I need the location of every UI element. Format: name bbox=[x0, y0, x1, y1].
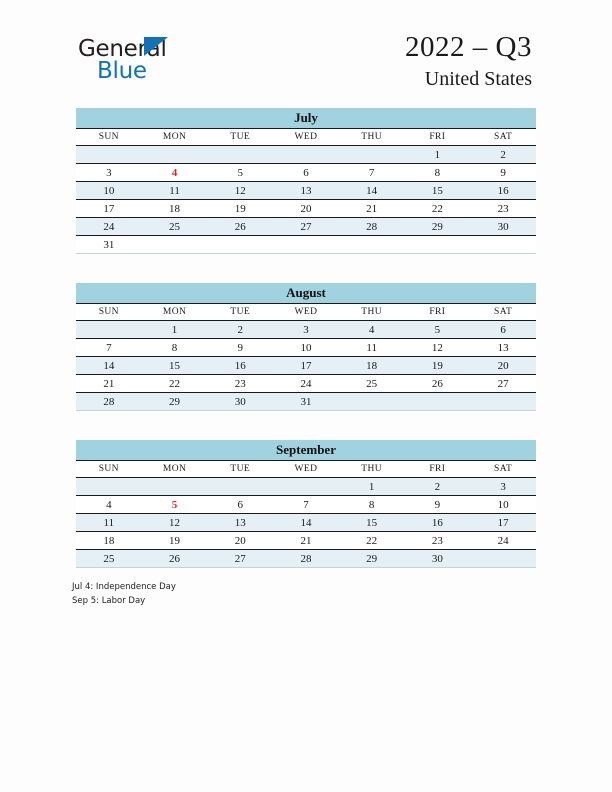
day-cell[interactable]: 12 bbox=[405, 339, 471, 357]
day-cell[interactable]: 6 bbox=[207, 496, 273, 514]
day-cell[interactable]: 7 bbox=[76, 339, 142, 357]
day-cell[interactable]: 19 bbox=[207, 200, 273, 218]
week-row bbox=[76, 321, 536, 339]
day-cell[interactable]: 13 bbox=[273, 182, 339, 200]
weekday-header-row bbox=[76, 129, 536, 146]
weekday-header-sat: SAT bbox=[470, 304, 536, 321]
day-cell[interactable]: 5 bbox=[405, 321, 471, 339]
day-cell[interactable]: 21 bbox=[76, 375, 142, 393]
day-cell[interactable]: 9 bbox=[207, 339, 273, 357]
weekday-header-row bbox=[76, 461, 536, 478]
day-cell[interactable]: 20 bbox=[207, 532, 273, 550]
weekday-header-sun: SUN bbox=[76, 304, 142, 321]
day-cell[interactable]: 29 bbox=[142, 393, 208, 411]
week-row bbox=[76, 182, 536, 200]
weekday-header-thu: THU bbox=[339, 304, 405, 321]
logo-wordmark-blue: Blue bbox=[97, 58, 147, 84]
day-cell[interactable]: 27 bbox=[273, 218, 339, 236]
day-cell[interactable]: 30 bbox=[207, 393, 273, 411]
day-cell[interactable]: 16 bbox=[470, 182, 536, 200]
week-row bbox=[76, 550, 536, 568]
empty-day-cell bbox=[339, 236, 405, 254]
day-cell[interactable]: 18 bbox=[339, 357, 405, 375]
logo-wordmark-general: General bbox=[78, 36, 167, 62]
general-blue-logo[interactable] bbox=[78, 36, 278, 82]
empty-day-cell bbox=[142, 236, 208, 254]
day-cell[interactable]: 25 bbox=[76, 550, 142, 568]
week-row bbox=[76, 393, 536, 411]
page-header bbox=[0, 0, 612, 100]
month-block bbox=[76, 440, 536, 568]
week-row bbox=[76, 200, 536, 218]
day-cell[interactable]: 6 bbox=[470, 321, 536, 339]
day-cell[interactable]: 15 bbox=[142, 357, 208, 375]
week-row bbox=[76, 514, 536, 532]
empty-day-cell bbox=[207, 146, 273, 164]
weekday-header-sat: SAT bbox=[470, 461, 536, 478]
day-cell[interactable]: 26 bbox=[405, 375, 471, 393]
week-row bbox=[76, 164, 536, 182]
week-row bbox=[76, 236, 536, 254]
weekday-header-mon: MON bbox=[142, 129, 208, 146]
day-cell[interactable]: 30 bbox=[405, 550, 471, 568]
day-cell[interactable]: 2 bbox=[207, 321, 273, 339]
empty-day-cell bbox=[339, 146, 405, 164]
day-cell[interactable]: 17 bbox=[76, 200, 142, 218]
day-cell[interactable]: 31 bbox=[76, 236, 142, 254]
day-cell[interactable]: 18 bbox=[142, 200, 208, 218]
day-cell[interactable]: 24 bbox=[76, 218, 142, 236]
day-cell[interactable]: 22 bbox=[339, 532, 405, 550]
empty-day-cell bbox=[142, 478, 208, 496]
empty-day-cell bbox=[273, 236, 339, 254]
day-cell[interactable]: 14 bbox=[273, 514, 339, 532]
day-cell[interactable]: 26 bbox=[207, 218, 273, 236]
month-block bbox=[76, 108, 536, 254]
day-cell[interactable]: 2 bbox=[470, 146, 536, 164]
day-cell[interactable]: 13 bbox=[207, 514, 273, 532]
week-row bbox=[76, 339, 536, 357]
day-cell[interactable]: 18 bbox=[76, 532, 142, 550]
day-cell[interactable]: 16 bbox=[405, 514, 471, 532]
day-cell[interactable]: 27 bbox=[207, 550, 273, 568]
day-cell[interactable]: 11 bbox=[339, 339, 405, 357]
week-row bbox=[76, 496, 536, 514]
week-row bbox=[76, 146, 536, 164]
day-cell[interactable]: 15 bbox=[339, 514, 405, 532]
day-cell[interactable]: 24 bbox=[273, 375, 339, 393]
weekday-header-sun: SUN bbox=[76, 129, 142, 146]
day-cell[interactable]: 26 bbox=[142, 550, 208, 568]
day-cell[interactable]: 19 bbox=[142, 532, 208, 550]
weekday-header-thu: THU bbox=[339, 129, 405, 146]
weekday-header-wed: WED bbox=[273, 461, 339, 478]
weekday-header-fri: FRI bbox=[405, 129, 471, 146]
empty-day-cell bbox=[273, 146, 339, 164]
day-cell[interactable]: 25 bbox=[142, 218, 208, 236]
title-block bbox=[405, 30, 532, 92]
month-block bbox=[76, 283, 536, 411]
empty-day-cell bbox=[142, 146, 208, 164]
day-cell[interactable]: 7 bbox=[339, 164, 405, 182]
page-title: 2022 – Q3 bbox=[405, 31, 532, 63]
weekday-header-fri: FRI bbox=[405, 304, 471, 321]
week-row bbox=[76, 357, 536, 375]
empty-day-cell bbox=[339, 393, 405, 411]
weekday-header-fri: FRI bbox=[405, 461, 471, 478]
day-cell[interactable]: 3 bbox=[470, 478, 536, 496]
weekday-header-wed: WED bbox=[273, 304, 339, 321]
day-cell[interactable]: 5 bbox=[207, 164, 273, 182]
holiday-note: Jul 4: Independence Day bbox=[72, 582, 176, 592]
day-cell[interactable]: 8 bbox=[339, 496, 405, 514]
week-row bbox=[76, 532, 536, 550]
month-title: July bbox=[76, 108, 536, 129]
day-cell[interactable]: 16 bbox=[207, 357, 273, 375]
day-cell[interactable]: 7 bbox=[273, 496, 339, 514]
day-cell[interactable]: 14 bbox=[339, 182, 405, 200]
weekday-header-tue: TUE bbox=[207, 129, 273, 146]
week-row bbox=[76, 218, 536, 236]
holiday-note: Sep 5: Labor Day bbox=[72, 596, 146, 606]
empty-day-cell bbox=[470, 550, 536, 568]
day-cell[interactable]: 1 bbox=[339, 478, 405, 496]
calendar-table bbox=[76, 304, 536, 411]
calendar-table bbox=[76, 129, 536, 254]
day-cell[interactable]: 27 bbox=[470, 375, 536, 393]
weekday-header-tue: TUE bbox=[207, 461, 273, 478]
day-cell[interactable]: 30 bbox=[470, 218, 536, 236]
empty-day-cell bbox=[405, 393, 471, 411]
day-cell[interactable]: 17 bbox=[273, 357, 339, 375]
month-calendars bbox=[76, 108, 536, 597]
day-cell[interactable]: 20 bbox=[470, 357, 536, 375]
empty-day-cell bbox=[470, 393, 536, 411]
day-cell[interactable]: 4 bbox=[76, 496, 142, 514]
day-cell[interactable]: 28 bbox=[76, 393, 142, 411]
weekday-header-sun: SUN bbox=[76, 461, 142, 478]
day-cell[interactable]: 23 bbox=[405, 532, 471, 550]
day-cell[interactable]: 23 bbox=[207, 375, 273, 393]
day-cell[interactable]: 9 bbox=[405, 496, 471, 514]
empty-day-cell bbox=[76, 146, 142, 164]
day-cell[interactable]: 4 bbox=[339, 321, 405, 339]
day-cell[interactable]: 13 bbox=[470, 339, 536, 357]
day-cell[interactable]: 10 bbox=[470, 496, 536, 514]
weekday-header-thu: THU bbox=[339, 461, 405, 478]
day-cell[interactable]: 17 bbox=[470, 514, 536, 532]
day-cell[interactable]: 21 bbox=[339, 200, 405, 218]
day-cell[interactable]: 14 bbox=[76, 357, 142, 375]
day-cell[interactable]: 28 bbox=[273, 550, 339, 568]
day-cell[interactable]: 4 bbox=[142, 164, 208, 182]
empty-day-cell bbox=[207, 236, 273, 254]
day-cell[interactable]: 29 bbox=[339, 550, 405, 568]
holiday-notes bbox=[72, 580, 176, 608]
weekday-header-tue: TUE bbox=[207, 304, 273, 321]
day-cell[interactable]: 1 bbox=[142, 321, 208, 339]
day-cell[interactable]: 12 bbox=[207, 182, 273, 200]
empty-day-cell bbox=[405, 236, 471, 254]
day-cell[interactable]: 11 bbox=[76, 514, 142, 532]
week-row bbox=[76, 478, 536, 496]
day-cell[interactable]: 15 bbox=[405, 182, 471, 200]
month-title: September bbox=[76, 440, 536, 461]
day-cell[interactable]: 8 bbox=[142, 339, 208, 357]
day-cell[interactable]: 10 bbox=[273, 339, 339, 357]
empty-day-cell bbox=[470, 236, 536, 254]
day-cell[interactable]: 8 bbox=[405, 164, 471, 182]
week-row bbox=[76, 375, 536, 393]
calendar-table bbox=[76, 461, 536, 568]
day-cell[interactable]: 12 bbox=[142, 514, 208, 532]
day-cell[interactable]: 2 bbox=[405, 478, 471, 496]
weekday-header-sat: SAT bbox=[470, 129, 536, 146]
day-cell[interactable]: 9 bbox=[470, 164, 536, 182]
day-cell[interactable]: 1 bbox=[405, 146, 471, 164]
empty-day-cell bbox=[273, 478, 339, 496]
day-cell[interactable]: 22 bbox=[142, 375, 208, 393]
day-cell[interactable]: 20 bbox=[273, 200, 339, 218]
weekday-header-wed: WED bbox=[273, 129, 339, 146]
weekday-header-mon: MON bbox=[142, 304, 208, 321]
day-cell[interactable]: 10 bbox=[76, 182, 142, 200]
day-cell[interactable]: 6 bbox=[273, 164, 339, 182]
day-cell[interactable]: 24 bbox=[470, 532, 536, 550]
day-cell[interactable]: 28 bbox=[339, 218, 405, 236]
day-cell[interactable]: 25 bbox=[339, 375, 405, 393]
day-cell[interactable]: 31 bbox=[273, 393, 339, 411]
page-subtitle: United States bbox=[424, 68, 532, 90]
triangle-icon bbox=[144, 37, 168, 56]
empty-day-cell bbox=[76, 478, 142, 496]
month-title: August bbox=[76, 283, 536, 304]
weekday-header-row bbox=[76, 304, 536, 321]
day-cell[interactable]: 3 bbox=[273, 321, 339, 339]
empty-day-cell bbox=[207, 478, 273, 496]
day-cell[interactable]: 5 bbox=[142, 496, 208, 514]
day-cell[interactable]: 21 bbox=[273, 532, 339, 550]
day-cell[interactable]: 22 bbox=[405, 200, 471, 218]
day-cell[interactable]: 19 bbox=[405, 357, 471, 375]
day-cell[interactable]: 3 bbox=[76, 164, 142, 182]
weekday-header-mon: MON bbox=[142, 461, 208, 478]
day-cell[interactable]: 29 bbox=[405, 218, 471, 236]
day-cell[interactable]: 11 bbox=[142, 182, 208, 200]
day-cell[interactable]: 23 bbox=[470, 200, 536, 218]
empty-day-cell bbox=[76, 321, 142, 339]
